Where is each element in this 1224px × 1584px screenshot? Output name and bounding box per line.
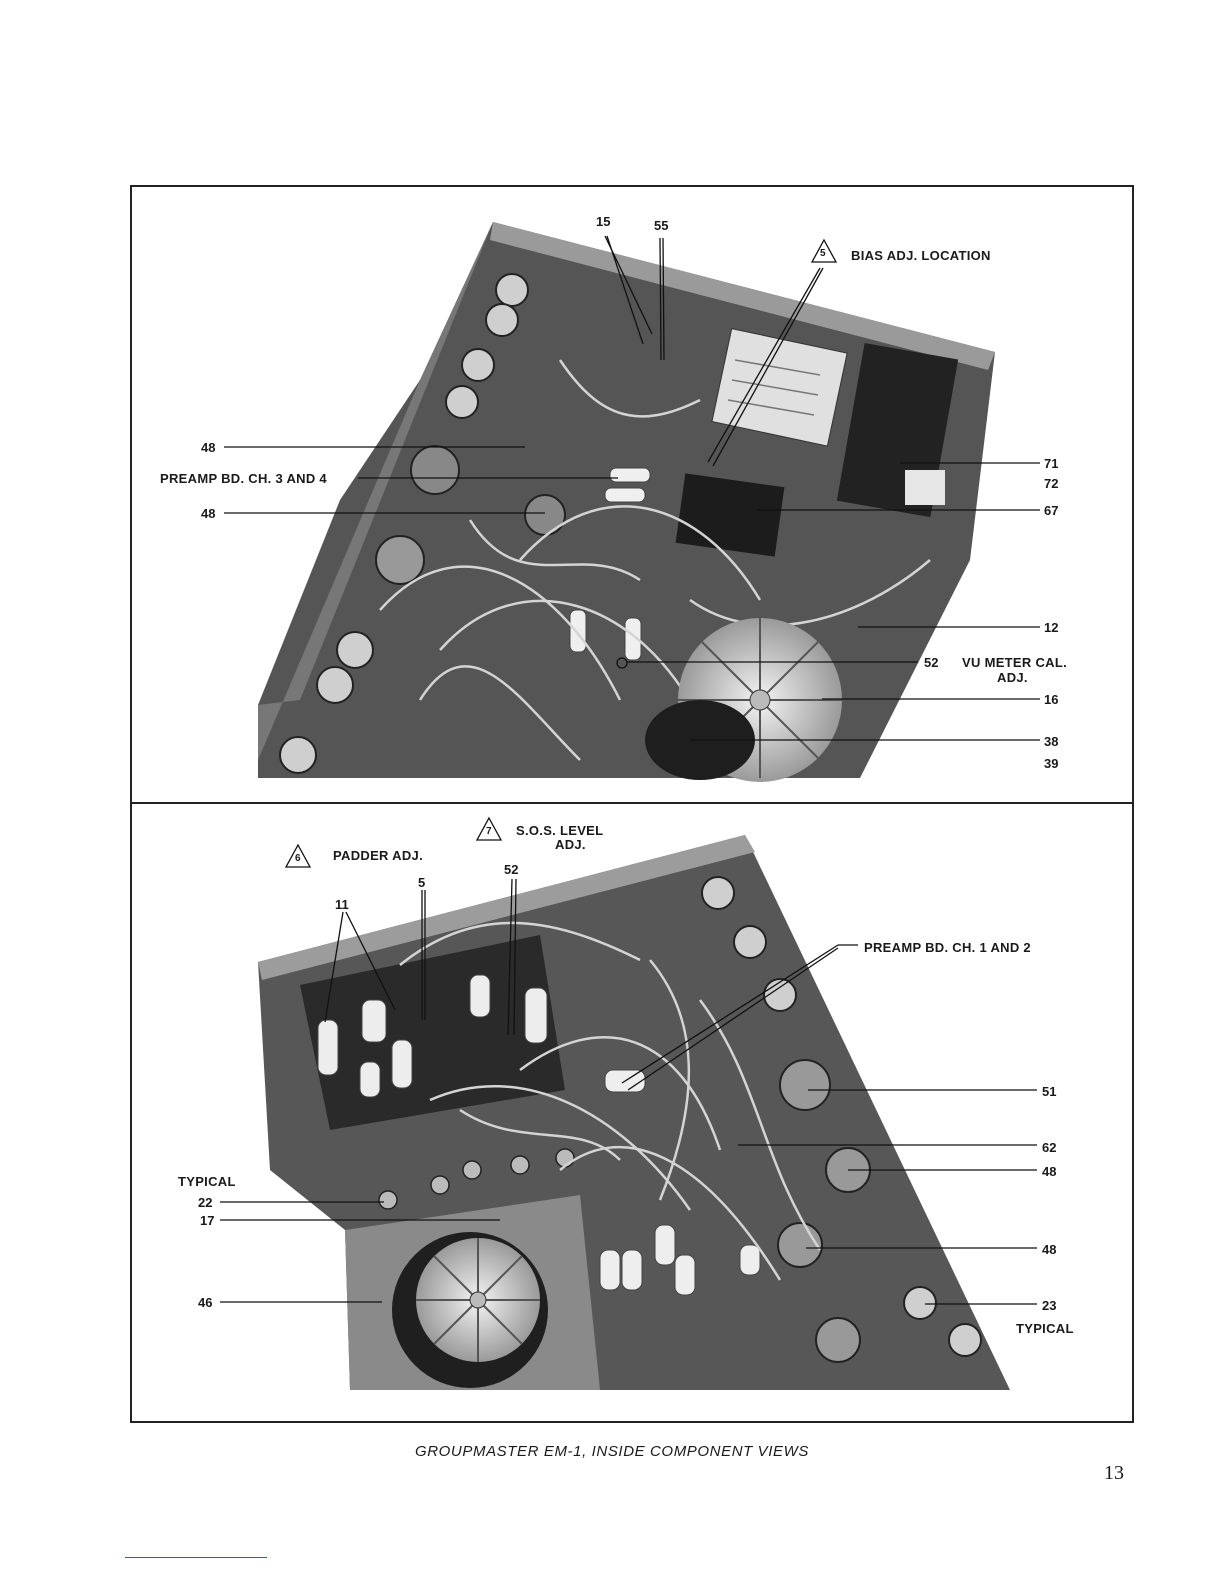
sos-adj-label: ADJ. (555, 837, 586, 852)
callout-48-d: 48 (1042, 1242, 1057, 1257)
top-chassis-photo (258, 222, 995, 782)
padder-adj-label: PADDER ADJ. (333, 848, 423, 863)
callout-48-a: 48 (201, 440, 216, 455)
vu-meter-adj-label: ADJ. (997, 670, 1028, 685)
callout-23: 23 (1042, 1298, 1057, 1313)
bias-adj-label: BIAS ADJ. LOCATION (851, 248, 991, 263)
callout-48-b: 48 (201, 506, 216, 521)
callout-48-c: 48 (1042, 1164, 1057, 1179)
sos-level-label: S.O.S. LEVEL (516, 823, 604, 838)
callout-71: 71 (1044, 456, 1059, 471)
callout-52-bottom: 52 (504, 862, 519, 877)
callout-62: 62 (1042, 1140, 1057, 1155)
typical-right-label: TYPICAL (1016, 1321, 1074, 1336)
callout-15: 15 (596, 214, 611, 229)
footnote-rule (125, 1557, 267, 1558)
page-number: 13 (1104, 1462, 1124, 1484)
callout-39: 39 (1044, 756, 1059, 771)
bottom-chassis-photo (258, 835, 1010, 1390)
callout-38: 38 (1044, 734, 1059, 749)
callout-52-top: 52 (924, 655, 939, 670)
callout-55: 55 (654, 218, 669, 233)
callout-11: 11 (335, 897, 349, 912)
callout-5: 5 (418, 875, 426, 890)
preamp-ch34-label: PREAMP BD. CH. 3 AND 4 (160, 471, 327, 486)
callout-16: 16 (1044, 692, 1059, 707)
padder-badge-number: 6 (295, 853, 301, 864)
callout-17: 17 (200, 1213, 215, 1228)
bias-badge-number: 5 (820, 248, 826, 259)
preamp-ch12-label: PREAMP BD. CH. 1 AND 2 (864, 940, 1031, 955)
figure-caption: GROUPMASTER EM-1, INSIDE COMPONENT VIEWS (414, 1443, 810, 1460)
typical-left-label: TYPICAL (178, 1174, 236, 1189)
callout-12: 12 (1044, 620, 1059, 635)
callout-22: 22 (198, 1195, 213, 1210)
vu-meter-label: VU METER CAL. (962, 655, 1068, 670)
callout-51: 51 (1042, 1084, 1057, 1099)
callout-67: 67 (1044, 503, 1059, 518)
sos-badge-number: 7 (486, 826, 492, 837)
callout-72: 72 (1044, 476, 1059, 491)
callout-46: 46 (198, 1295, 213, 1310)
